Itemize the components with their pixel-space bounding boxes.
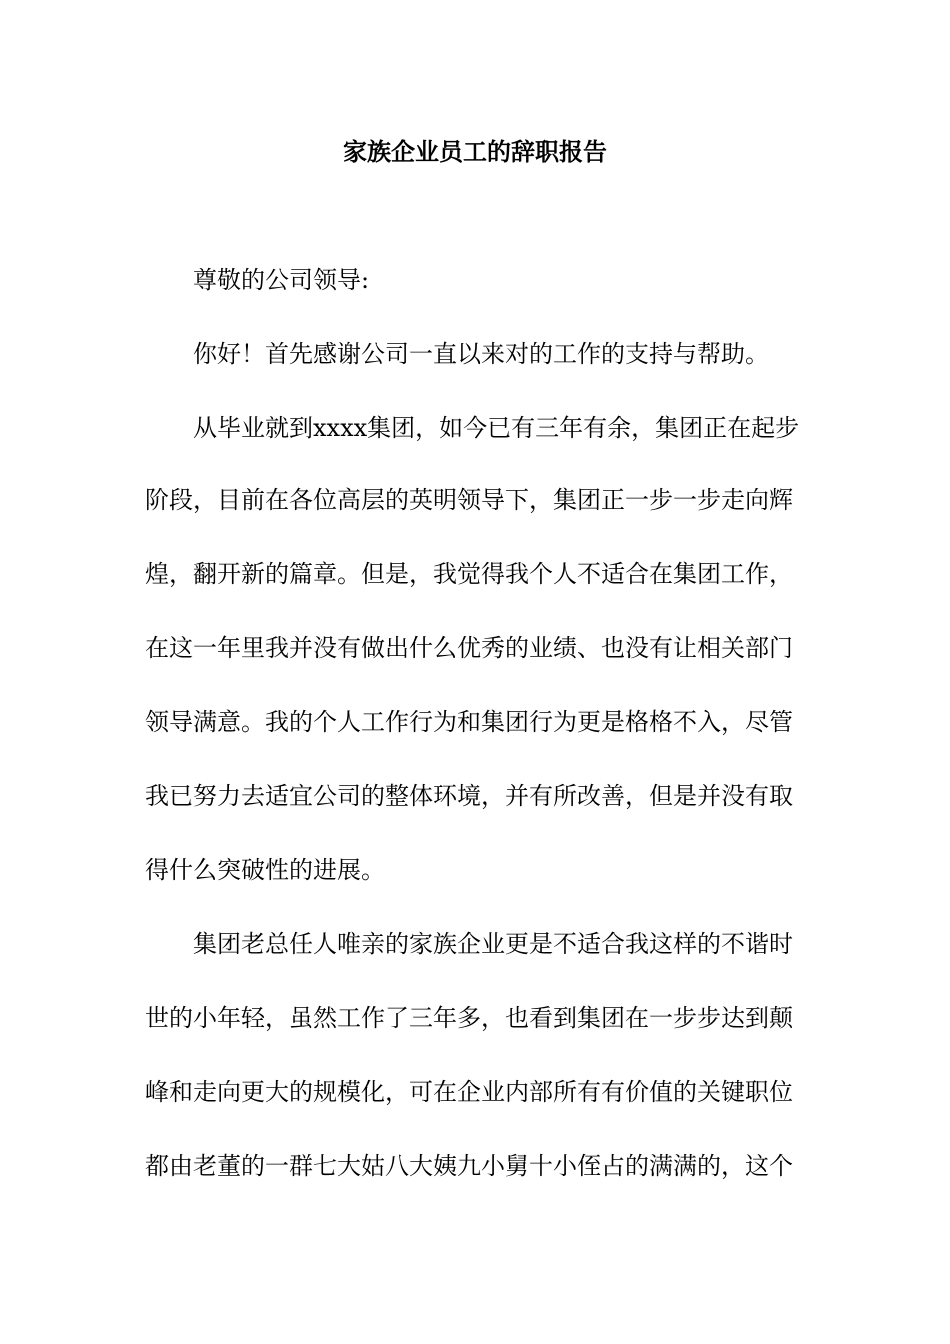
greeting-line: 你好！首先感谢公司一直以来对的工作的支持与帮助。 <box>193 340 769 368</box>
paragraph-line: 世的小年轻，虽然工作了三年多，也看到集团在一步步达到颠 <box>145 1004 793 1032</box>
paragraph-line: 阶段，目前在各位高层的英明领导下，集团正一步一步走向辉 <box>145 486 793 514</box>
paragraph-line: 得什么突破性的进展。 <box>145 856 385 884</box>
paragraph-line: 在这一年里我并没有做出什么优秀的业绩、也没有让相关部门 <box>145 634 793 662</box>
salutation-line: 尊敬的公司领导: <box>193 266 370 294</box>
paragraph-line: 峰和走向更大的规模化，可在企业内部所有有价值的关键职位 <box>145 1078 793 1106</box>
paragraph-line: 我已努力去适宜公司的整体环境，并有所改善，但是并没有取 <box>145 782 793 810</box>
paragraph-line: 集团老总任人唯亲的家族企业更是不适合我这样的不谐时 <box>193 930 793 958</box>
paragraph-line: 煌，翻开新的篇章。但是，我觉得我个人不适合在集团工作， <box>145 560 793 588</box>
paragraph-line: 领导满意。我的个人工作行为和集团行为更是格格不入，尽管 <box>145 708 793 736</box>
paragraph-line: 都由老董的一群七大姑八大姨九小舅十小侄占的满满的，这个 <box>145 1152 793 1180</box>
paragraph-line: 从毕业就到xxxx集团，如今已有三年有余，集团正在起步 <box>193 414 800 442</box>
document-title: 家族企业员工的辞职报告 <box>343 137 607 166</box>
